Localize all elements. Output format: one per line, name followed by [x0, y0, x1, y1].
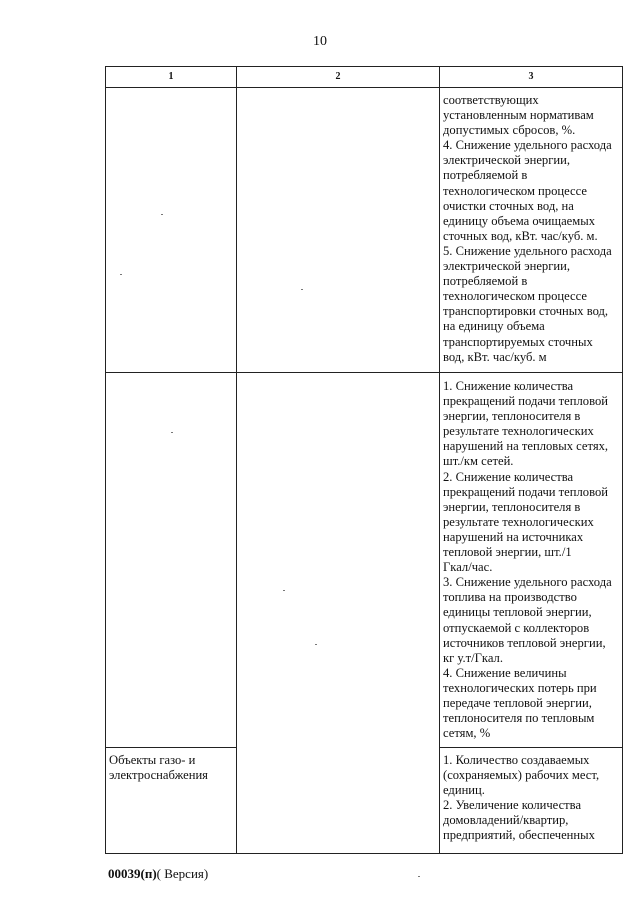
- table-cell-col2: [237, 88, 440, 373]
- scan-speck: [315, 644, 317, 645]
- scan-speck: [301, 289, 303, 290]
- scan-speck: [283, 590, 285, 591]
- table-cell-col3: [440, 748, 623, 854]
- document-footer: [108, 866, 208, 882]
- scan-speck: [120, 274, 122, 275]
- table-row: [106, 373, 623, 748]
- table-row: [106, 88, 623, 373]
- indicator-text: 1. Снижение количества прекращений подачи тепловой энергии, теплоносителя в результате технологических нарушений на тепловых сетях, шт./км сетей. 2. Снижение количества прекращений подачи тепловой энергии, теплоносителя в результате технологических нарушений на источниках тепловой энергии, шт./1 Гкал/час. 3. Снижение удельного расхода топлива на производство единицы тепловой энергии, отпускаемой с коллекторов источников тепловой энергии, кг у.т/Гкал. 4. Снижение величины технологических потерь при передаче тепловой энергии, теплоносителя по тепловым сетям, %: [443, 379, 612, 741]
- table-header-row: [106, 67, 623, 88]
- scan-speck: [161, 214, 163, 215]
- header-cell-3: 3: [440, 67, 623, 88]
- table-cell-col1: [106, 748, 237, 854]
- document-table: [105, 66, 623, 854]
- header-cell-2: 2: [237, 67, 440, 88]
- object-type-text: Объекты газо- и электроснабжения: [109, 753, 208, 783]
- table-cell-col1: [106, 373, 237, 748]
- page-number: 10: [313, 34, 327, 49]
- scan-speck: [418, 876, 420, 877]
- table-cell-col3: [440, 373, 623, 748]
- table-cell-col1: [106, 88, 237, 373]
- table-cell-col2: [237, 373, 440, 854]
- indicator-text: 1. Количество создаваемых (сохраняемых) рабочих мест, единиц. 2. Увеличение количества домовладений/квартир, предприятий, обеспеченных: [443, 753, 600, 843]
- indicator-text: соответствующих установленным нормативам допустимых сбросов, %. 4. Снижение удельного расхода электрической энергии, потребляемой в технологическом процессе очистки сточных вод, на единицу объема очищаемых сточных вод, кВт. час/куб. м. 5. Снижение удельного расхода электрической энергии, потребляемой в технологическом процессе транспортировки сточных вод, на единицу объема транспортируемых сточных вод, кВт. час/куб. м: [443, 93, 612, 364]
- header-cell-1: 1: [106, 67, 237, 88]
- scan-speck: [171, 432, 173, 433]
- document-code: 00039(п): [108, 866, 157, 881]
- table-cell-col3: [440, 88, 623, 373]
- version-label: ( Версия): [156, 866, 209, 881]
